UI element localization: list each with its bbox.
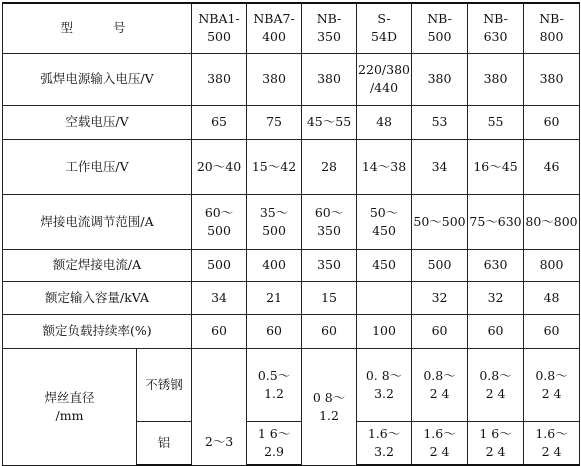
model-cell: NBA1- 500 — [192, 3, 247, 53]
table-row — [3, 194, 580, 249]
value-cell: 16～45 — [468, 139, 524, 194]
value-cell: 60～500 — [192, 194, 247, 249]
value-cell: 2～3 — [192, 348, 247, 465]
value-cell: 380 — [302, 53, 357, 105]
model-cell: NB- 800 — [524, 3, 580, 53]
value-cell: 20～40 — [192, 139, 247, 194]
value-cell: 80～800 — [524, 194, 580, 249]
value-cell: 380 — [468, 53, 524, 105]
table-row — [3, 139, 580, 194]
value-cell: 15～42 — [247, 139, 302, 194]
header-row — [3, 3, 580, 53]
model-cell: NB- 630 — [468, 3, 524, 53]
value-cell: 53 — [412, 105, 468, 139]
value-cell: 32 — [412, 281, 468, 314]
value-cell: 60～350 — [302, 194, 357, 249]
aluminum-label: 铝 — [137, 421, 192, 465]
value-cell: 15 — [302, 281, 357, 314]
value-cell: 14～38 — [357, 139, 412, 194]
value-cell: 800 — [524, 249, 580, 281]
value-cell: 21 — [247, 281, 302, 314]
row-label: 焊接电流调节范围/A — [3, 194, 192, 249]
value-cell: 60 — [412, 314, 468, 348]
header-title-cell: 型 号 — [3, 3, 192, 53]
value-cell: 60 — [468, 314, 524, 348]
value-cell: 500 — [192, 249, 247, 281]
value-cell: 55 — [468, 105, 524, 139]
model-cell: S- 54D — [357, 3, 412, 53]
value-cell: 380 — [192, 53, 247, 105]
value-cell: 28 — [302, 139, 357, 194]
value-cell: 35～500 — [247, 194, 302, 249]
value-cell: 1.6～ 2 4 — [412, 421, 468, 465]
row-label: 空载电压/V — [3, 105, 192, 139]
value-cell: 100 — [357, 314, 412, 348]
value-cell: 220/380 /440 — [357, 53, 412, 105]
value-cell: 60 — [524, 314, 580, 348]
value-cell: 34 — [412, 139, 468, 194]
value-cell: 65 — [192, 105, 247, 139]
table-row — [3, 281, 580, 314]
value-cell: 450 — [357, 249, 412, 281]
value-cell: 0.8～ 2 4 — [524, 348, 580, 421]
value-cell: 0 8～ 1.2 — [302, 348, 357, 465]
value-cell: 45～55 — [302, 105, 357, 139]
value-cell: 46 — [524, 139, 580, 194]
value-cell: 1.6～ 2 4 — [524, 421, 580, 465]
value-cell: 75 — [247, 105, 302, 139]
value-cell: 0.8～ 2 4 — [412, 348, 468, 421]
value-cell: 380 — [412, 53, 468, 105]
value-cell: 0.5～ 1.2 — [247, 348, 302, 421]
table-row — [3, 249, 580, 281]
value-cell: 48 — [357, 105, 412, 139]
stainless-steel-label: 不锈钢 — [137, 348, 192, 421]
value-cell — [357, 281, 412, 314]
value-cell: 380 — [247, 53, 302, 105]
value-cell: 60 — [192, 314, 247, 348]
wire-steel-row — [3, 348, 580, 421]
row-label: 工作电压/V — [3, 139, 192, 194]
model-cell: NBA7- 400 — [247, 3, 302, 53]
row-label: 弧焊电源输入电压/V — [3, 53, 192, 105]
value-cell: 32 — [468, 281, 524, 314]
value-cell: 60 — [524, 105, 580, 139]
value-cell: 0.8～ 2 4 — [468, 348, 524, 421]
value-cell: 48 — [524, 281, 580, 314]
value-cell: 380 — [524, 53, 580, 105]
wire-diameter-label: 焊丝直径 /mm — [3, 348, 137, 465]
value-cell: 50～500 — [412, 194, 468, 249]
table-row — [3, 314, 580, 348]
value-cell: 60 — [247, 314, 302, 348]
table-row — [3, 53, 580, 105]
welder-spec-table — [2, 2, 580, 466]
value-cell: 350 — [302, 249, 357, 281]
value-cell: 75～630 — [468, 194, 524, 249]
value-cell: 60 — [302, 314, 357, 348]
table-row — [3, 105, 580, 139]
value-cell: 400 — [247, 249, 302, 281]
model-cell: NB- 350 — [302, 3, 357, 53]
value-cell: 500 — [412, 249, 468, 281]
value-cell: 1 6～ 2.9 — [247, 421, 302, 465]
value-cell: 50～450 — [357, 194, 412, 249]
row-label: 额定负载持续率(%) — [3, 314, 192, 348]
value-cell: 630 — [468, 249, 524, 281]
value-cell: 1 6～ 2 4 — [468, 421, 524, 465]
row-label: 额定输入容量/kVA — [3, 281, 192, 314]
row-label: 额定焊接电流/A — [3, 249, 192, 281]
model-cell: NB- 500 — [412, 3, 468, 53]
value-cell: 34 — [192, 281, 247, 314]
value-cell: 1.6～ 3.2 — [357, 421, 412, 465]
value-cell: 0. 8～ 3.2 — [357, 348, 412, 421]
